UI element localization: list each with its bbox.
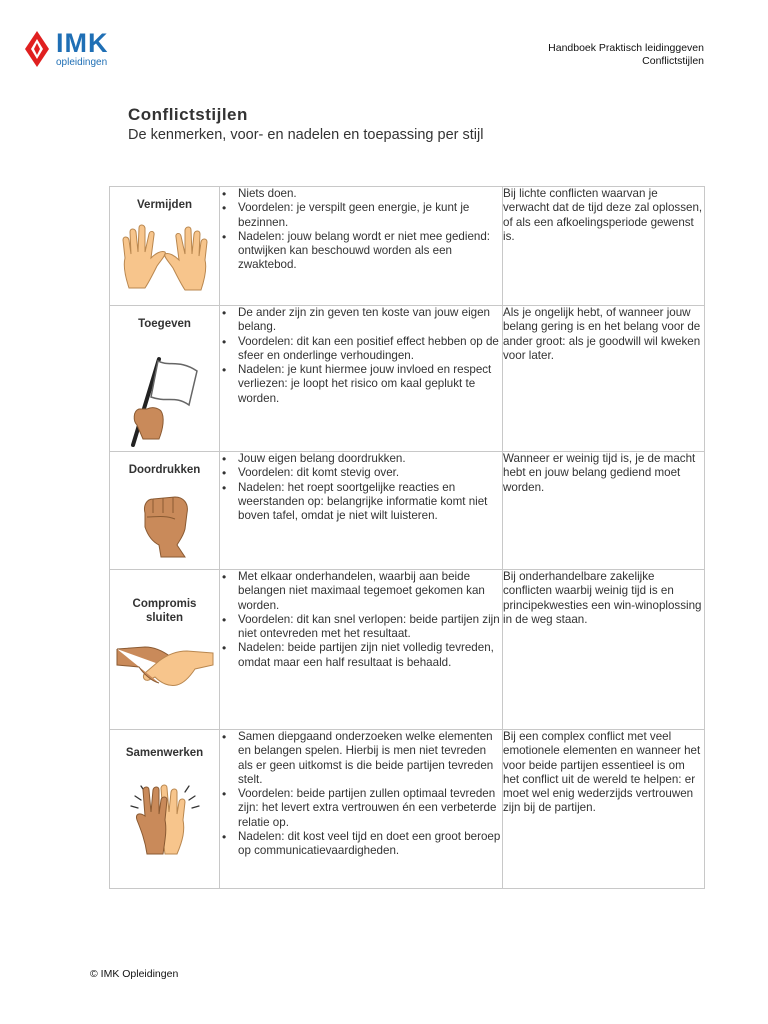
characteristics-cell xyxy=(220,187,503,306)
diamond-logo-icon xyxy=(24,30,50,68)
list-item: • De ander zijn zin geven ten koste van jouw eigen belang. xyxy=(238,306,502,335)
application-cell: Wanneer er weinig tijd is, je de macht hebt en jouw belang gediend moet worden. xyxy=(503,452,705,570)
application-cell: Bij lichte conflicten waarvan je verwacht dat de tijd deze zal oplossen, of als een afkoelingsperiode gewenst is. xyxy=(503,187,705,306)
footer-copyright: © IMK Opleidingen xyxy=(90,968,179,980)
style-name: Vermijden xyxy=(137,199,192,211)
characteristics-list xyxy=(220,187,502,273)
style-name: Doordrukken xyxy=(128,464,201,476)
list-item: • Voordelen: dit komt stevig over. xyxy=(238,466,502,480)
characteristics-cell xyxy=(220,306,503,452)
table-row xyxy=(110,730,705,889)
white-flag-icon xyxy=(125,351,205,447)
characteristics-cell xyxy=(220,570,503,730)
style-name: Compromis sluiten xyxy=(132,598,197,624)
style-cell xyxy=(110,730,220,889)
conflict-styles-table xyxy=(109,186,705,889)
list-item: • Nadelen: beide partijen zijn niet volledig tevreden, omdat maar een half resultaat is behaald. xyxy=(238,641,502,670)
table-row xyxy=(110,452,705,570)
application-cell: Bij onderhandelbare zakelijke conflicten waarbij weinig tijd is en principekwesties een win-winoplossing in de weg staan. xyxy=(503,570,705,730)
running-header xyxy=(548,42,704,68)
style-cell xyxy=(110,452,220,570)
table-row xyxy=(110,570,705,730)
style-name: Toegeven xyxy=(138,318,191,330)
characteristics-list xyxy=(220,452,502,523)
header-line-1: Handboek Praktisch leidinggeven xyxy=(548,42,704,54)
list-item: • Voordelen: je verspilt geen energie, je kunt je bezinnen. xyxy=(238,201,502,230)
list-item: • Nadelen: het roept soortgelijke reacties en weerstanden op: belangrijke informatie komt niet boven tafel, omdat je niet wilt luisteren. xyxy=(238,481,502,524)
logo-subtitle: opleidingen xyxy=(56,57,108,68)
handshake-icon xyxy=(115,639,215,691)
table-row xyxy=(110,187,705,306)
characteristics-list xyxy=(220,570,502,670)
open-hands-icon xyxy=(117,218,213,292)
list-item: • Met elkaar onderhandelen, waarbij aan beide belangen niet maximaal tegemoet gekomen kan worden. xyxy=(238,570,502,613)
list-item: • Nadelen: dit kost veel tijd en doet een groot beroep op communicatievaardigheden. xyxy=(238,830,502,859)
application-cell: Bij een complex conflict met veel emotionele elementen en wanneer het voor beide partijen essentieel is om het conflict uit de wereld te helpen: er moet wel enig wederzijds vertrouwen zijn bij de partijen. xyxy=(503,730,705,889)
logo-brand: IMK xyxy=(56,28,109,58)
list-item: • Voordelen: dit kan een positief effect hebben op de sfeer en onderlinge verhoudingen. xyxy=(238,335,502,364)
high-five-icon xyxy=(125,774,205,856)
list-item: • Nadelen: jouw belang wordt er niet mee gediend: ontwijken kan beschouwd worden als een zwaktebod. xyxy=(238,230,502,273)
characteristics-cell xyxy=(220,452,503,570)
list-item: • Samen diepgaand onderzoeken welke elementen en belangen spelen. Hierbij is men niet tevreden als er geen uitkomst is die beide partijen tevreden stelt. xyxy=(238,730,502,787)
header-line-2: Conflictstijlen xyxy=(642,55,704,67)
characteristics-list xyxy=(220,730,502,859)
application-cell: Als je ongelijk hebt, of wanneer jouw belang gering is en het belang voor de ander groot: als je goodwill wil kweken voor later. xyxy=(503,306,705,452)
fist-icon xyxy=(135,483,195,559)
list-item: • Voordelen: dit kan snel verlopen: beide partijen zijn niet ontevreden met het resultaat. xyxy=(238,613,502,642)
list-item: • Voordelen: beide partijen zullen optimaal tevreden zijn: het levert extra vertrouwen én een verbeterde relatie op. xyxy=(238,787,502,830)
page-title: Conflictstijlen xyxy=(128,105,248,124)
list-item: • Niets doen. xyxy=(238,187,502,201)
table-row xyxy=(110,306,705,452)
characteristics-cell xyxy=(220,730,503,889)
page-subtitle: De kenmerken, voor- en nadelen en toepassing per stijl xyxy=(128,127,484,143)
style-cell xyxy=(110,306,220,452)
list-item: • Nadelen: je kunt hiermee jouw invloed en respect verliezen: je loopt het risico om kaal geplukt te worden. xyxy=(238,363,502,406)
style-cell xyxy=(110,187,220,306)
style-cell xyxy=(110,570,220,730)
characteristics-list xyxy=(220,306,502,406)
imk-logo xyxy=(24,28,124,72)
list-item: • Jouw eigen belang doordrukken. xyxy=(238,452,502,466)
style-name: Samenwerken xyxy=(125,747,204,759)
